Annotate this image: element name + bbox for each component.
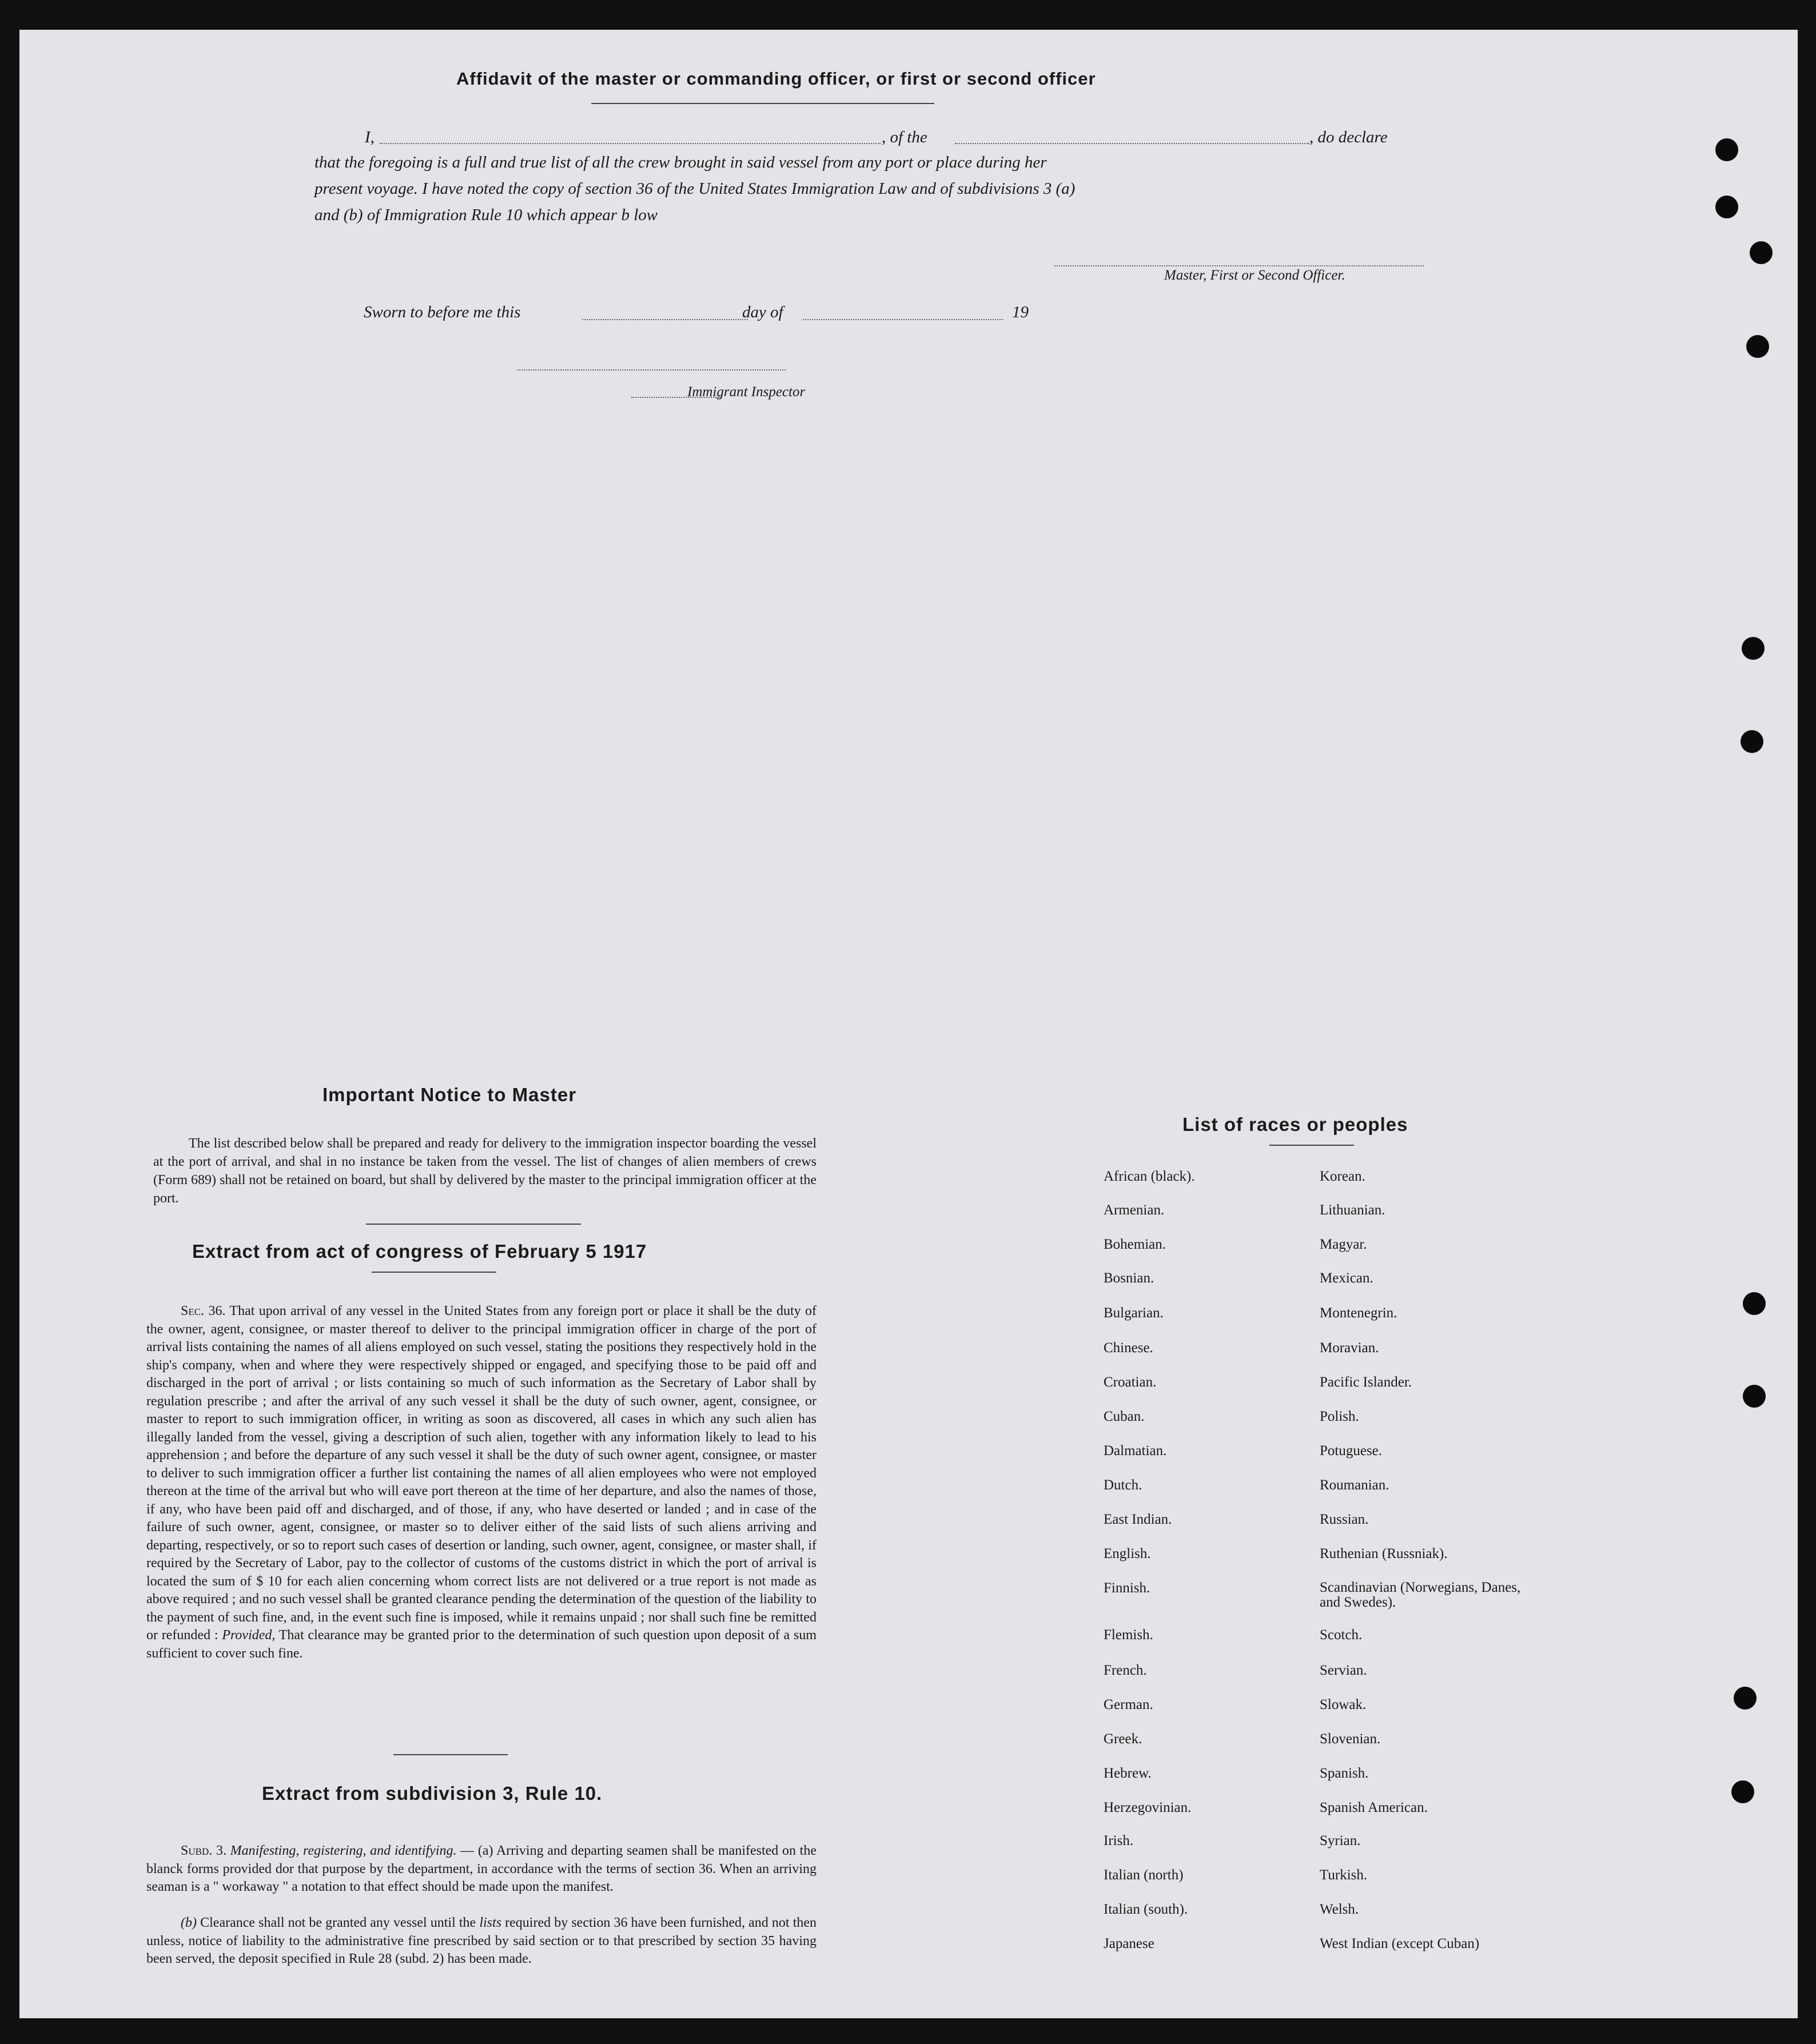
sec-label: Sec. 36. xyxy=(181,1304,226,1318)
subd-b-text xyxy=(146,1914,817,1969)
punch-hole xyxy=(1741,730,1763,753)
races-title: List of races or peoples xyxy=(1182,1114,1408,1135)
para-b-lists-word: lists xyxy=(479,1915,502,1930)
race-item: French. xyxy=(1104,1663,1147,1678)
sworn-year-label: 19 xyxy=(1012,303,1029,321)
subd-heading: Manifesting, registering, and identifying. xyxy=(230,1843,457,1858)
race-item: German. xyxy=(1104,1697,1153,1712)
race-item: Lithuanian. xyxy=(1320,1202,1385,1218)
race-item: Montenegrin. xyxy=(1320,1305,1397,1321)
divider xyxy=(393,1754,508,1755)
sworn-day-field[interactable] xyxy=(582,319,748,320)
punch-hole xyxy=(1750,241,1773,264)
punch-hole xyxy=(1742,637,1765,660)
sec-body-end: That clearance may be granted prior to the determination of such question upon deposit of a sum sufficient to cover such fine. xyxy=(146,1628,817,1661)
race-item: Japanese xyxy=(1104,1936,1154,1951)
race-item: Spanish. xyxy=(1320,1766,1369,1781)
punch-hole xyxy=(1715,196,1738,218)
notice-body: The list described below shall be prepared and ready for delivery to the immigration inspector boarding the vessel at the port of arrival, and shal in no instance be taken from the vessel. The list of changes of alien members of crews (Form 689) shall not be retained on board, but shall by delivered by the master to the principal immigration officer at the port. xyxy=(153,1136,817,1206)
race-item: Syrian. xyxy=(1320,1833,1361,1848)
inspector-signature-line[interactable] xyxy=(517,369,786,370)
race-item: Welsh. xyxy=(1320,1902,1359,1917)
sworn-label: Sworn to before me this xyxy=(364,303,521,321)
punch-hole xyxy=(1734,1687,1757,1710)
race-item: Polish. xyxy=(1320,1409,1359,1424)
race-item: West Indian (except Cuban) xyxy=(1320,1936,1480,1951)
sworn-day-label: day of xyxy=(742,303,783,321)
race-item: Italian (south). xyxy=(1104,1902,1188,1917)
sec-36-text xyxy=(146,1302,817,1663)
race-item: Flemish. xyxy=(1104,1627,1153,1643)
title-underline xyxy=(372,1272,496,1273)
race-item: English. xyxy=(1104,1546,1151,1561)
manifest-page xyxy=(19,30,1798,2018)
punch-hole xyxy=(1731,1780,1754,1803)
affidavit-of-the: , of the xyxy=(882,128,927,146)
affidavit-text-line: and (b) of Immigration Rule 10 which appear b low xyxy=(314,206,658,224)
race-item: Chinese. xyxy=(1104,1340,1153,1356)
sworn-month-field[interactable] xyxy=(803,319,1003,320)
punch-hole xyxy=(1743,1292,1766,1315)
race-item: East Indian. xyxy=(1104,1512,1172,1527)
provided-word: Provided, xyxy=(222,1628,276,1643)
race-item: Armenian. xyxy=(1104,1202,1165,1218)
punch-hole xyxy=(1743,1385,1766,1408)
subd-label: Subd. 3. xyxy=(181,1843,226,1858)
race-item: Moravian. xyxy=(1320,1340,1379,1356)
race-item: Finnish. xyxy=(1104,1580,1150,1596)
race-item: Russian. xyxy=(1320,1512,1369,1527)
race-item: Mexican. xyxy=(1320,1270,1373,1286)
race-item: Pacific Islander. xyxy=(1320,1374,1412,1390)
race-item: Turkish. xyxy=(1320,1867,1368,1883)
affidavit-text-line: present voyage. I have noted the copy of section 36 of the United States Immigration Law and of subdivisions 3 (a) xyxy=(314,180,1076,198)
subd-a-text xyxy=(146,1842,817,1896)
title-underline xyxy=(591,103,934,104)
race-item: Irish. xyxy=(1104,1833,1134,1848)
para-b-label: (b) xyxy=(181,1915,197,1930)
punch-hole xyxy=(1715,138,1738,161)
race-item: Croatian. xyxy=(1104,1374,1157,1390)
race-item: Potuguese. xyxy=(1320,1443,1383,1459)
race-item: Ruthenian (Russniak). xyxy=(1320,1546,1448,1561)
race-item: Spanish American. xyxy=(1320,1800,1428,1815)
master-signature-label: Master, First or Second Officer. xyxy=(1164,268,1345,283)
race-item: Slowak. xyxy=(1320,1697,1367,1712)
race-item: Hebrew. xyxy=(1104,1766,1152,1781)
act-extract-title: Extract from act of congress of February 5 1917 xyxy=(192,1241,647,1262)
affidavit-text-line: that the foregoing is a full and true list of all the crew brought in said vessel from any port or place during her xyxy=(314,153,1047,172)
affidavit-name-label: I, xyxy=(365,128,375,146)
race-item: Roumanian. xyxy=(1320,1477,1389,1493)
punch-hole xyxy=(1746,335,1769,358)
race-item: Korean. xyxy=(1320,1169,1365,1184)
race-item: Magyar. xyxy=(1320,1237,1367,1252)
race-item: Bosnian. xyxy=(1104,1270,1154,1286)
race-item: Bulgarian. xyxy=(1104,1305,1164,1321)
name-field[interactable] xyxy=(380,143,881,144)
inspector-label: Immigrant Inspector xyxy=(687,384,806,400)
para-b-body-2: required by section 36 have been furnished, and not then unless, notice of liability to the administrative fine prescribed by said section or to that prescribed by section 35 having been served, the deposit specified in Rule 28 (subd. 2) has been made. xyxy=(146,1915,817,1966)
subd-a-body: — (a) Arriving and departing seamen shall be manifested on the blanck forms provided dor that purpose by the department, in accordance with the terms of section 36. When an arriving seaman is a " workaway " a notation to that effect should be made upon the manifest. xyxy=(146,1843,817,1894)
race-item: African (black). xyxy=(1104,1169,1195,1184)
race-item: Bohemian. xyxy=(1104,1237,1166,1252)
sec-body: That upon arrival of any vessel in the United States from any foreign port or place it shall be the duty of the owner, agent, consignee, or master thereof to deliver to the principal immigration officer in charge of the port of arrival lists containing the names of all aliens employed on such vessel, stating the positions they respectively hold in the ship's company, when and where they were respectively shipped or engaged, and specifying those to be paid off and discharged in the port of arrival ; or lists containing so much of such information as the Secretary of Labor shall by regulation prescribe ; and after the arrival of any such vessel it shall be the duty of such owner, agent, consignee, or master to report to such immigration officer, in writing as soon as discovered, all cases in which any such alien has illegally landed from the vessel, giving a description of such alien, together with any information likely to lead to his apprehension ; and before the departure of any such vessel it shall be the duty of such owner agent, consignee, or master to deliver to such immigration officer a further list containing the names of all alien employees who were not employed thereon at the time of the arrival but who will eave port thereon at the time of her departure, and also the names of those, if any, who have been paid off and discharged, and of those, if any, who have deserted or landed ; and in case of the failure of such owner, agent, consignee, or master so to deliver either of the said lists of such aliens arriving and departing, respectively, or so to report such cases of desertion or landing, such owner, agent, consignee, or master shall, if required by the Secretary of Labor, pay to the collector of customs of the customs district in which the port of arrival is located the sum of $ 10 for each alien concerning whom correct lists are not delivered or a true report is not made as above required ; and no such vessel shall be granted clearance pending the determination of the question of the liability to the payment of such fine, and, in the event such fine is imposed, while it remains unpaid ; nor shall such fine be remitted or refunded : xyxy=(146,1304,817,1643)
para-b-body-1: Clearance shall not be granted any vessel until the xyxy=(200,1915,476,1930)
race-item: Slovenian. xyxy=(1320,1731,1381,1747)
master-signature-line[interactable] xyxy=(1054,265,1424,266)
race-item: Dalmatian. xyxy=(1104,1443,1167,1459)
race-item: Scandinavian (Norwegians, Danes, and Swedes). xyxy=(1320,1580,1521,1610)
race-item: Greek. xyxy=(1104,1731,1142,1747)
rule-extract-title: Extract from subdivision 3, Rule 10. xyxy=(262,1783,603,1804)
race-item: Dutch. xyxy=(1104,1477,1142,1493)
affidavit-do-declare: , do declare xyxy=(1309,128,1388,146)
race-item: Italian (north) xyxy=(1104,1867,1184,1883)
notice-title: Important Notice to Master xyxy=(322,1084,577,1105)
race-item: Scotch. xyxy=(1320,1627,1363,1643)
affidavit-title: Affidavit of the master or commanding officer, or first or second officer xyxy=(456,69,1096,89)
vessel-field[interactable] xyxy=(955,143,1309,144)
divider xyxy=(366,1224,581,1225)
race-item: Herzegovinian. xyxy=(1104,1800,1192,1815)
race-item: Cuban. xyxy=(1104,1409,1145,1424)
race-item: Servian. xyxy=(1320,1663,1367,1678)
title-underline xyxy=(1269,1145,1354,1146)
